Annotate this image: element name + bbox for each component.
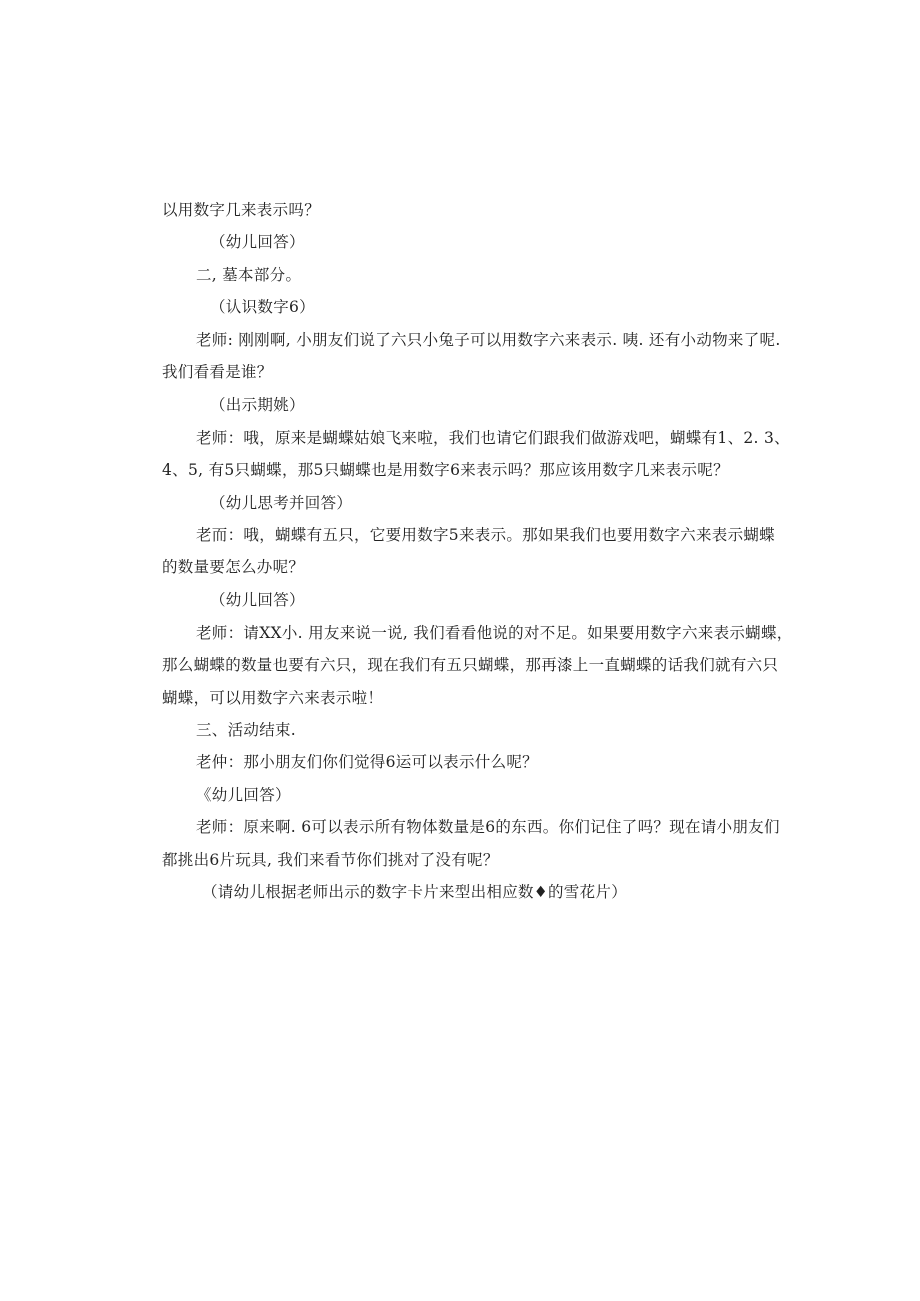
text-line: 4、5, 有5只蝴蝶，那5只蝴蝶也是用数字6来表示吗？那应该用数字几来表示呢？ bbox=[162, 461, 729, 479]
text-line: 老师: 刚刚啊, 小朋友们说了六只小兔子可以用数字六来表示. 咦. 还有小动物来了呢. bbox=[196, 331, 781, 349]
text-line: 老师：原来啊. 6可以表示所有物体数量是6的东西。你们记住了吗？现在请小朋友们 bbox=[196, 818, 780, 836]
text-line: 的数量要怎么办呢？ bbox=[162, 558, 305, 576]
section-heading: 二, 墓本部分。 bbox=[196, 266, 302, 284]
text-line: 我们看看是谁？ bbox=[162, 363, 273, 381]
text-line: 蝴蝶，可以用数字六来表示啦！ bbox=[162, 689, 384, 707]
text-line: 《幼儿回答） bbox=[196, 786, 291, 804]
text-line: 那么蝴蝶的数量也要有六只，现在我们有五只蝴蝶，那再漆上一直蝴蝶的话我们就有六只 bbox=[162, 656, 779, 674]
text-line: 老仲：那小朋友们你们觉得6运可以表示什么呢？ bbox=[196, 753, 538, 771]
section-heading: 三、活动结束. bbox=[196, 721, 297, 739]
text-line: （认识数字6） bbox=[210, 298, 315, 316]
text-line: （出示期姚） bbox=[210, 396, 305, 414]
text-line: 老师：请XX小. 用友来说一说, 我们看看他说的对不足。如果要用数字六来表示蝴蝶， bbox=[196, 624, 793, 642]
text-line: 老师：哦，原来是蝴蝶姑娘飞来啦，我们也请它们跟我们做游戏吧，蝴蝶有1、2. 3、 bbox=[196, 429, 790, 447]
text-line: （请幼儿根据老师出示的数字卡片来型出相应数♦的雪花片） bbox=[202, 883, 627, 901]
text-line: 以用数字几来表示吗？ bbox=[162, 201, 321, 219]
text-line: 都挑出6片玩具, 我们来看节你们挑对了没有呢？ bbox=[162, 851, 499, 869]
text-line: 老而：哦，蝴蝶有五只，它要用数字5来表示。那如果我们也要用数字六来表示蝴蝶 bbox=[196, 526, 775, 544]
text-line: （幼儿回答） bbox=[210, 591, 305, 609]
text-line: （幼儿回答） bbox=[210, 233, 305, 251]
text-line: （幼儿思考并回答） bbox=[210, 494, 353, 512]
